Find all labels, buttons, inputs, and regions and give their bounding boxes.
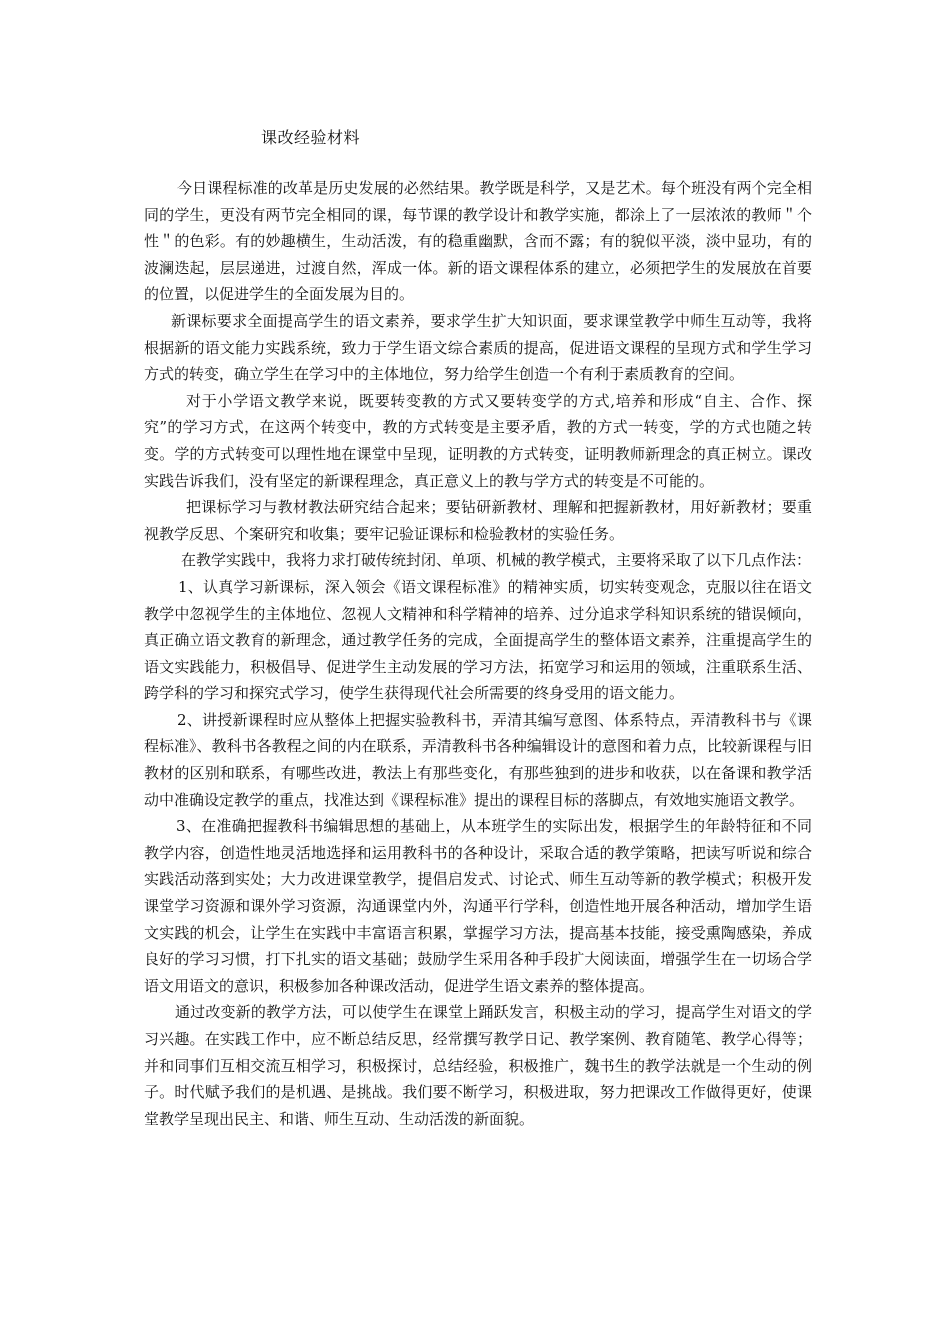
paragraph-point-1: 1、认真学习新课标，深入领会《语文课程标准》的精神实质，切实转变观念，克服以往在语文教学中忽视学生的主体地位、忽视人文精神和科学精神的培养、过分追求学科知识系统的错误倾向，真正确立语文教育的新理念，通过教学任务的完成，全面提高学生的整体语文素养，注重提高学生的语文实践能力，积极倡导、促进学生主动发展的学习方法，拓宽学习和运用的领域，注重联系生活、跨学科的学习和探究式学习，使学生获得现代社会所需要的终身受用的语文能力。 — [144, 577, 812, 703]
paragraph-intro: 今日课程标准的改革是历史发展的必然结果。教学既是科学，又是艺术。每个班没有两个完全相同的学生，更没有两节完全相同的课，每节课的教学设计和教学实施，都涂上了一层浓浓的教师＂个性＂的色彩。有的妙趣横生，生动活泼，有的稳重幽默，含而不露；有的貌似平淡，淡中显功，有的波澜迭起，层层递进，过渡自然，浑成一体。新的语文课程体系的建立，必须把学生的发展放在首要的位置，以促进学生的全面发展为目的。 — [144, 179, 812, 304]
paragraph-point-2: 2、讲授新课程时应从整体上把握实验教科书，弄清其编写意图、体系特点，弄清教科书与《课程标准》、教科书各教程之间的内在联系，弄清教科书各种编辑设计的意图和着力点，比较新课程与旧教材的区别和联系，有哪些改进，教法上有那些变化，有那些独到的进步和收获，以在备课和教学活动中准确设定教学的重点，找准达到《课程标准》提出的课程目标的落脚点，有效地实施语文教学。 — [144, 710, 812, 809]
paragraph-practice-intro: 在教学实践中，我将力求打破传统封闭、单项、机械的教学模式，主要将采取了以下几点作法： — [181, 551, 812, 570]
document-title: 课改经验材料 — [261, 128, 361, 147]
paragraph-conclusion: 通过改变新的教学方法，可以使学生在课堂上踊跃发言，积极主动的学习，提高学生对语文的学习兴趣。在实践工作中，应不断总结反思，经常撰写教学日记、教学案例、教育随笔、教学心得等；并和同事们互相交流互相学习，积极探讨，总结经验，积极推广，魏书生的教学法就是一个生动的例子。时代赋予我们的是机遇、是挑战。我们要不断学习，积极进取，努力把课改工作做得更好，使课堂教学呈现出民主、和谐、师生互动、生动活泼的新面貌。 — [144, 1003, 812, 1128]
document-body — [144, 175, 812, 1132]
paragraph-teaching-methods: 对于小学语文教学来说，既要转变教的方式又要转变学的方式,培养和形成“自主、合作、探究”的学习方式，在这两个转变中，教的方式转变是主要矛盾，教的方式一转变，学的方式也随之转变。学的方式转变可以理性地在课堂中呈现，证明教的方式转变，证明教师新理念的真正树立。课改实践告诉我们，没有坚定的新课程理念，真正意义上的教与学方式的转变是不可能的。 — [144, 391, 812, 490]
paragraph-curriculum-study: 把课标学习与教材教法研究结合起来；要钻研新教材、理解和把握新教材，用好新教材；要重视教学反思、个案研究和收集；要牢记验证课标和检验教材的实验任务。 — [144, 498, 812, 543]
paragraph-new-standard: 新课标要求全面提高学生的语文素养，要求学生扩大知识面，要求课堂教学中师生互动等，我将根据新的语文能力实践系统，致力于学生语文综合素质的提高，促进语文课程的呈现方式和学生学习方式的转变，确立学生在学习中的主体地位，努力给学生创造一个有利于素质教育的空间。 — [144, 311, 812, 384]
paragraph-point-3: 3、在准确把握教科书编辑思想的基础上，从本班学生的实际出发，根据学生的年龄特征和不同教学内容，创造性地灵活地选择和运用教科书的各种设计，采取合适的教学策略，把读写听说和综合实践活动落到实处；大力改进课堂教学，提倡启发式、讨论式、师生互动等新的教学模式；积极开发课堂学习资源和课外学习资源，沟通课堂内外，沟通平行学科，创造性地开展各种活动，增加学生语文实践的机会，让学生在实践中丰富语言积累，掌握学习方法，提高基本技能，接受熏陶感染，养成良好的学习习惯，打下扎实的语文基础；鼓励学生采用各种手段扩大阅读面，增强学生在一切场合学语文用语文的意识，积极参加各种课改活动，促进学生语文素养的整体提高。 — [144, 817, 812, 995]
